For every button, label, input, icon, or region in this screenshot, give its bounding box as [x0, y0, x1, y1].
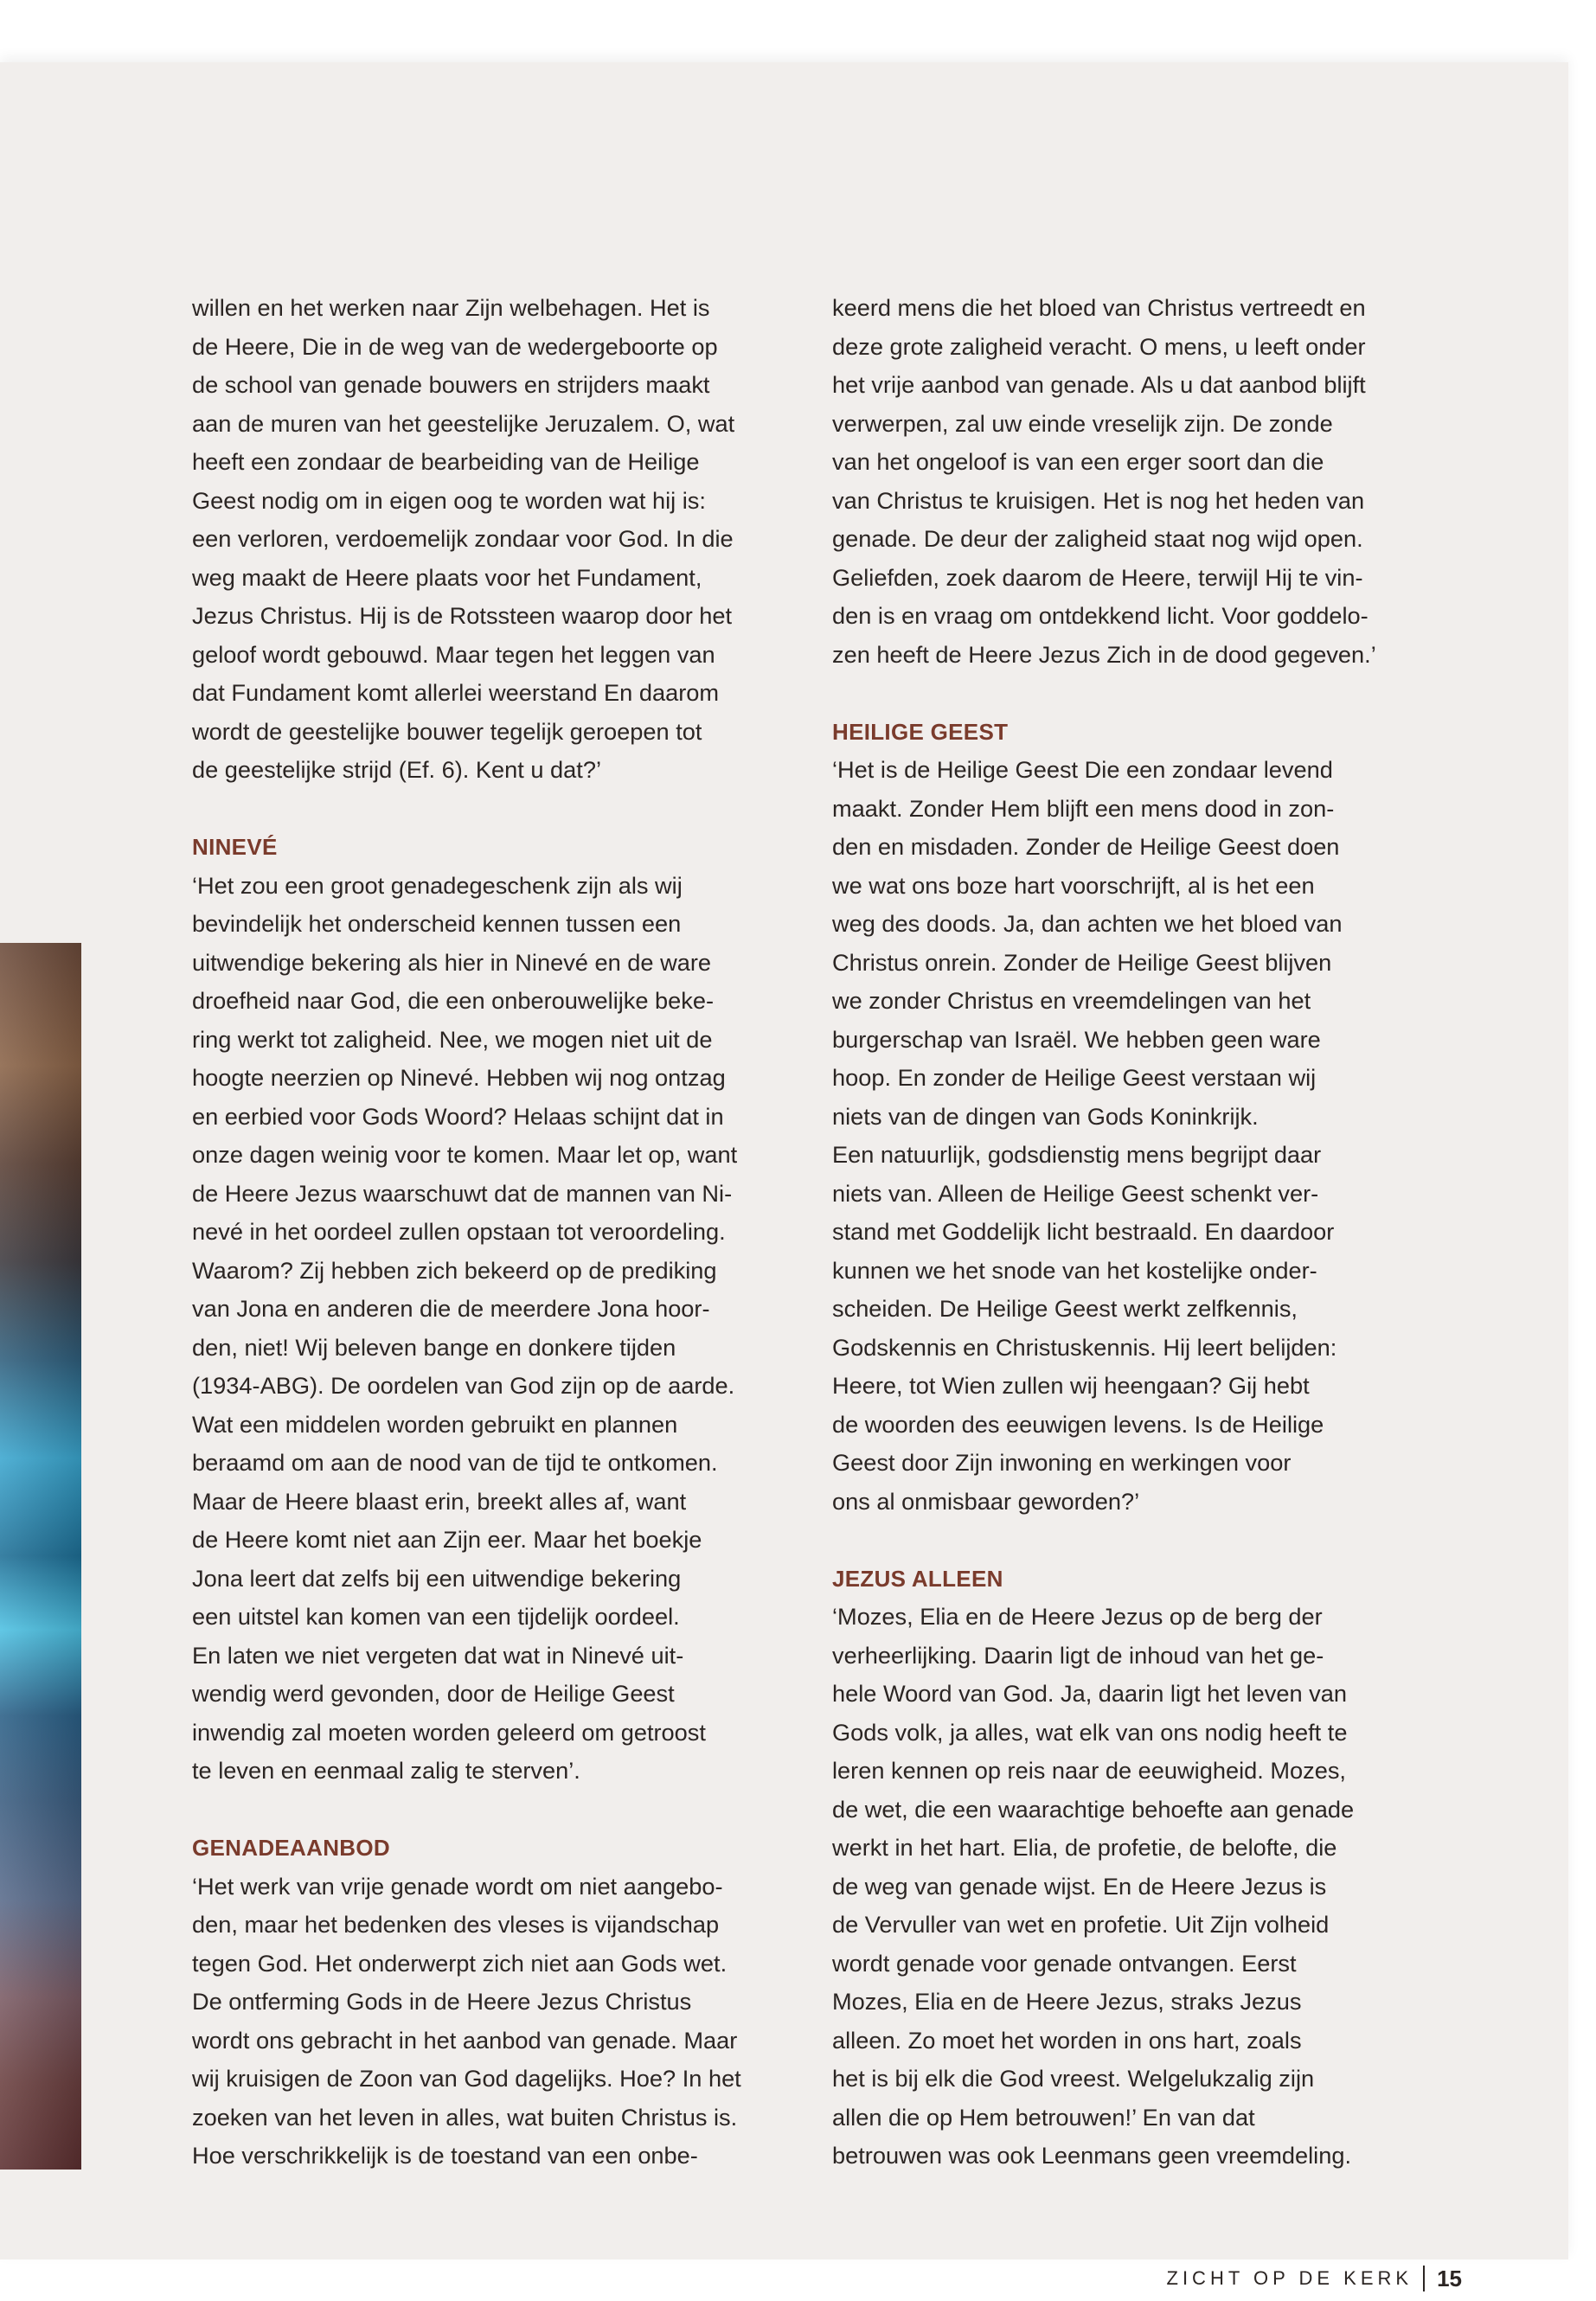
section-heading-genadeaanbod: GENADEAANBOD [192, 1835, 390, 1861]
paragraph: ‘Het is de Heilige Geest Die een zondaar levend maakt. Zonder Hem blijft een mens dood in zon- den en misdaden. Zonder de Heilige Geest doen we wat ons boze hart voorschrijft, al is het een weg des doods. Ja, dan achten we het bloed van Christus onrein. Zonder de Heilige Geest blijven we zonder Christus en vreemdelingen van het burgerschap van Israël. We hebben geen ware hoop. En zonder de Heilige Geest verstaan wij niets van de dingen van Gods Koninkrijk. Een natuurlijk, godsdienstig mens begrijpt daar niets van. Alleen de Heilige Geest schenkt ver- stand met Goddelijk licht bestraald. En daardoor kunnen we het snode van het kostelijke onder- scheiden. De Heilige Geest werkt zelfkennis, Godskennis en Christuskennis. Hij leert belijden: Heere, tot Wien zullen wij heengaan? Gij hebt de woorden des eeuwigen levens. Is de Heilige Geest door Zijn inwoning en werkingen voor ons al onmisbaar geworden?’ [832, 756, 1343, 1515]
paragraph: ‘Het werk van vrije genade wordt om niet aangebo- den, maar het bedenken des vleses is vijandschap tegen God. Het onderwerpt zich niet aan Gods wet. De ontferming Gods in de Heere Jezus Christus wordt ons gebracht in het aanbod van genade. Maar wij kruisigen de Zoon van God dagelijks. Hoe? In het zoeken van het leven in alles, wat buiten Christus is. Hoe verschrikkelijk is de toestand van een onbe- [192, 1872, 741, 2169]
right-column [832, 289, 1420, 2176]
paragraph-gap [192, 790, 780, 829]
paragraph-gap [832, 674, 1420, 713]
section-heading-jezus-alleen: JEZUS ALLEEN [832, 1565, 1003, 1592]
photo-edge-image [0, 943, 81, 2170]
paragraph-gap [192, 1791, 780, 1830]
paragraph-gap [832, 1521, 1420, 1560]
paragraph: keerd mens die het bloed van Christus vertreedt en deze grote zaligheid veracht. O mens, u leeft onder het vrije aanbod van genade. Als u dat aanbod blijft verwerpen, zal uw einde vreselijk zijn. De zonde van het ongeloof is van een erger soort dan die van Christus te kruisigen. Het is nog het heden van genade. De deur der zaligheid staat nog wijd open. Geliefden, zoek daarom de Heere, terwijl Hij te vin- den is en vraag om ontdekkend licht. Voor goddelo- zen heeft de Heere Jezus Zich in de dood gegeven.’ [832, 294, 1376, 668]
magazine-page [0, 62, 1568, 2291]
left-column [192, 289, 780, 2176]
paragraph: ‘Het zou een groot genadegeschenk zijn als wij bevindelijk het onderscheid kennen tussen een uitwendige bekering als hier in Ninevé en de ware droefheid naar God, die een onberouwelijke beke- ring werkt tot zaligheid. Nee, we mogen niet uit de hoogte neerzien op Ninevé. Hebben wij nog ontzag en eerbied voor Gods Woord? Helaas schijnt dat in onze dagen weinig voor te komen. Maar let op, want de Heere Jezus waarschuwt dat de mannen van Ni- nevé in het oordeel zullen opstaan tot veroordeling. Waarom? Zij hebben zich bekeerd op de prediking van Jona en anderen die de meerdere Jona hoor- den, niet! Wij beleven bange en donkere tijden (1934-ABG). De oordelen van God zijn op de aarde. Wat een middelen worden gebruikt en plannen beraamd om aan de nood van de tijd te ontkomen. Maar de Heere blaast erin, breekt alles af, want de Heere komt niet aan Zijn eer. Maar het boekje Jona leert dat zelfs bij een uitwendige bekering een uitstel kan komen van een tijdelijk oordeel. En laten we niet vergeten dat wat in Ninevé uit- wendig werd gevonden, door de Heilige Geest inwendig zal moeten worden geleerd om getroost te leven en eenmaal zalig te sterven’. [192, 871, 738, 1784]
magazine-title: ZICHT OP DE KERK [1166, 2267, 1413, 2289]
section-heading-ninive: NINEVÉ [192, 834, 278, 860]
page-footer [1142, 2261, 1462, 2296]
footer-divider [1423, 2266, 1425, 2291]
paragraph: willen en het werken naar Zijn welbehagen. Het is de Heere, Die in de weg van de wedergeboorte op de school van genade bouwers en strijders maakt aan de muren van het geestelijke Jeruzalem. O, wat heeft een zondaar de bearbeiding van de Heilige Geest nodig om in eigen oog te worden wat hij is: een verloren, verdoemelijk zondaar voor God. In die weg maakt de Heere plaats voor het Fundament, Jezus Christus. Hij is de Rotssteen waarop door het geloof wordt gebouwd. Maar tegen het leggen van dat Fundament komt allerlei weerstand En daarom wordt de geestelijke bouwer tegelijk geroepen tot de geestelijke strijd (Ef. 6). Kent u dat?’ [192, 294, 735, 783]
paragraph: ‘Mozes, Elia en de Heere Jezus op de berg der verheerlijking. Daarin ligt de inhoud van het ge- hele Woord van God. Ja, daarin ligt het leven van Gods volk, ja alles, wat elk van ons nodig heeft te leren kennen op reis naar de eeuwigheid. Mozes, de wet, die een waarachtige behoefte aan genade werkt in het hart. Elia, de profetie, de belofte, die de weg van genade wijst. En de Heere Jezus is de Vervuller van wet en profetie. Uit Zijn volheid wordt genade voor genade ontvangen. Eerst Mozes, Elia en de Heere Jezus, straks Jezus alleen. Zo moet het worden in ons hart, zoals het is bij elk die God vreest. Welgelukzalig zijn allen die op Hem betrouwen!’ En van dat betrouwen was ook Leenmans geen vreemdeling. [832, 1603, 1355, 2169]
page-number: 15 [1437, 2265, 1462, 2291]
section-heading-heilige-geest: HEILIGE GEEST [832, 718, 1009, 745]
